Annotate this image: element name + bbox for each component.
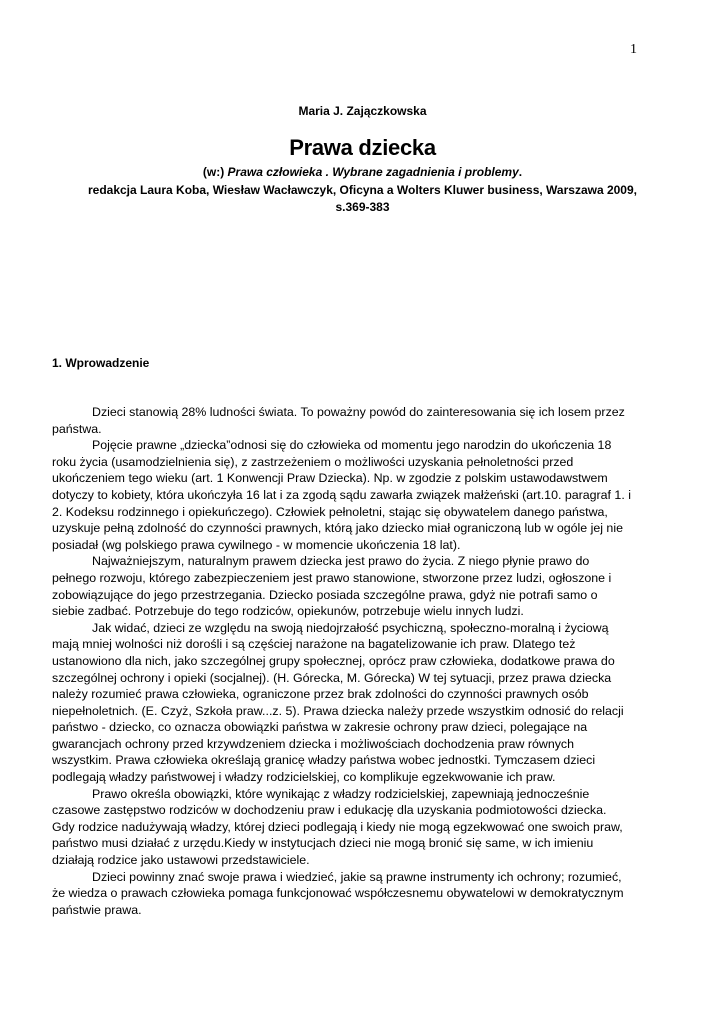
paragraph: Pojęcie prawne „dziecka”odnosi się do człowieka od momentu jego narodzin do ukończenia 18 roku życia (usamodzielnienia się), z zastrzeżeniem o możliwości uzyskania pełnoletności przed ukończeniem tego wieku (art. 1 Konwencji Praw Dziecka). Np. w zgodzie z polskim ustawodawstwem dotyczy to kobiety, która ukończyła 16 lat i za zgodą sądu zawarła związek małżeński (art.10. paragraf 1. i 2. Kodeksu rodzinnego i opiekuńczego). Człowiek pełnoletni, stając się obywatelem danego państwa, uzyskuje pełną zdolność do czynności prawnych, którą jako dziecko miał ograniczoną lub w ogóle jej nie posiadał (wg polskiego prawa cywilnego - w momencie ukończenia 18 lat). [52,438,631,552]
paragraph: Dzieci stanowią 28% ludności świata. To poważny powód do zainteresowania się ich losem przez państwa. [52,405,625,436]
source-book-line [40,164,685,182]
document-title: Prawa dziecka [289,135,436,160]
source-suffix: . [518,165,523,179]
page-number: 1 [630,42,637,57]
author-name: Maria J. Zajączkowska [298,104,427,118]
source-citation [40,164,685,217]
paragraph: Dzieci powinny znać swoje prawa i wiedzieć, jakie są prawne instrumenty ich ochrony; rozumieć, że wiedza o prawach człowieka pomaga funkcjonować współczesnemu obywatelowi w demokratycznym państwie prawa. [52,869,624,917]
paragraph: Najważniejszym, naturalnym prawem dziecka jest prawo do życia. Z niego płynie prawo do pełnego rozwoju, którego zabezpieczeniem jest prawo stanowione, stworzone przez ludzi, ogłoszone i zobowiązujące do jego przestrzegania. Dziecko posiada szczególne prawa, gdyż nie potrafi samo o siebie zadbać. Potrzebuje do tego rodziców, opiekunów, potrzebuje wielu innych ludzi. [52,554,612,619]
paragraph: Prawo określa obowiązki, które wynikając z władzy rodzicielskiej, zapewniają jednocześnie czasowe zastępstwo rodziców w dochodzeniu praw i edukację dla uzyskania podmiotowości dziecka. Gdy rodzice nadużywają władzy, której dzieci podlegają i kiedy nie mogą egzekwować one swoich praw, państwo musi działać z urzędu.Kiedy w instytucjach dzieci nie mogą bronić się same, w ich imieniu działają rodzice jako ustawowi przedstawiciele. [52,786,623,868]
paragraph: Jak widać, dzieci ze względu na swoją niedojrzałość psychiczną, społeczno-moralną i życiową mają mniej wolności niż dorośli i są częściej narażone na bagatelizowanie ich praw. Dlatego też ustanowiono dla nich, jako szczególnej grupy społecznej, oprócz praw człowieka, dodatkowe prawa do szczególnej ochrony i opieki (socjalnej). (H. Górecka, M. Górecka) W tej sytuacji, przez prawa dziecka należy rozumieć prawa człowieka, ograniczone przez brak zdolności do czynności prawnych osób niepełnoletnich. (E. Czyż, Szkoła praw...z. 5). Prawa dziecka należy przede wszystkim odnosić do relacji państwo - dziecko, co oznacza obowiązki państwa w zakresie ochrony praw dzieci, polegające na gwarancjach ochrony przed krzywdzeniem dziecka i możliwościach dochodzenia praw równych wszystkim. Prawa człowieka określają granicę władzy państwa wobec jednostki. Tymczasem dzieci podlegają władzy państwowej i władzy rodzicielskiej, co komplikuje egzekwowanie ich praw. [52,620,624,785]
source-editors: redakcja Laura Koba, Wiesław Wacławczyk, Oficyna a Wolters Kluwer business, Warszawa 2009, [87,182,637,197]
body-text [52,404,632,918]
source-pages: s.369-383 [335,200,390,214]
section-heading: 1. Wprowadzenie [52,356,150,370]
source-book-title: Prawa człowieka . Wybrane zagadnienia i problemy [227,165,519,179]
source-prefix: (w:) [202,165,228,179]
